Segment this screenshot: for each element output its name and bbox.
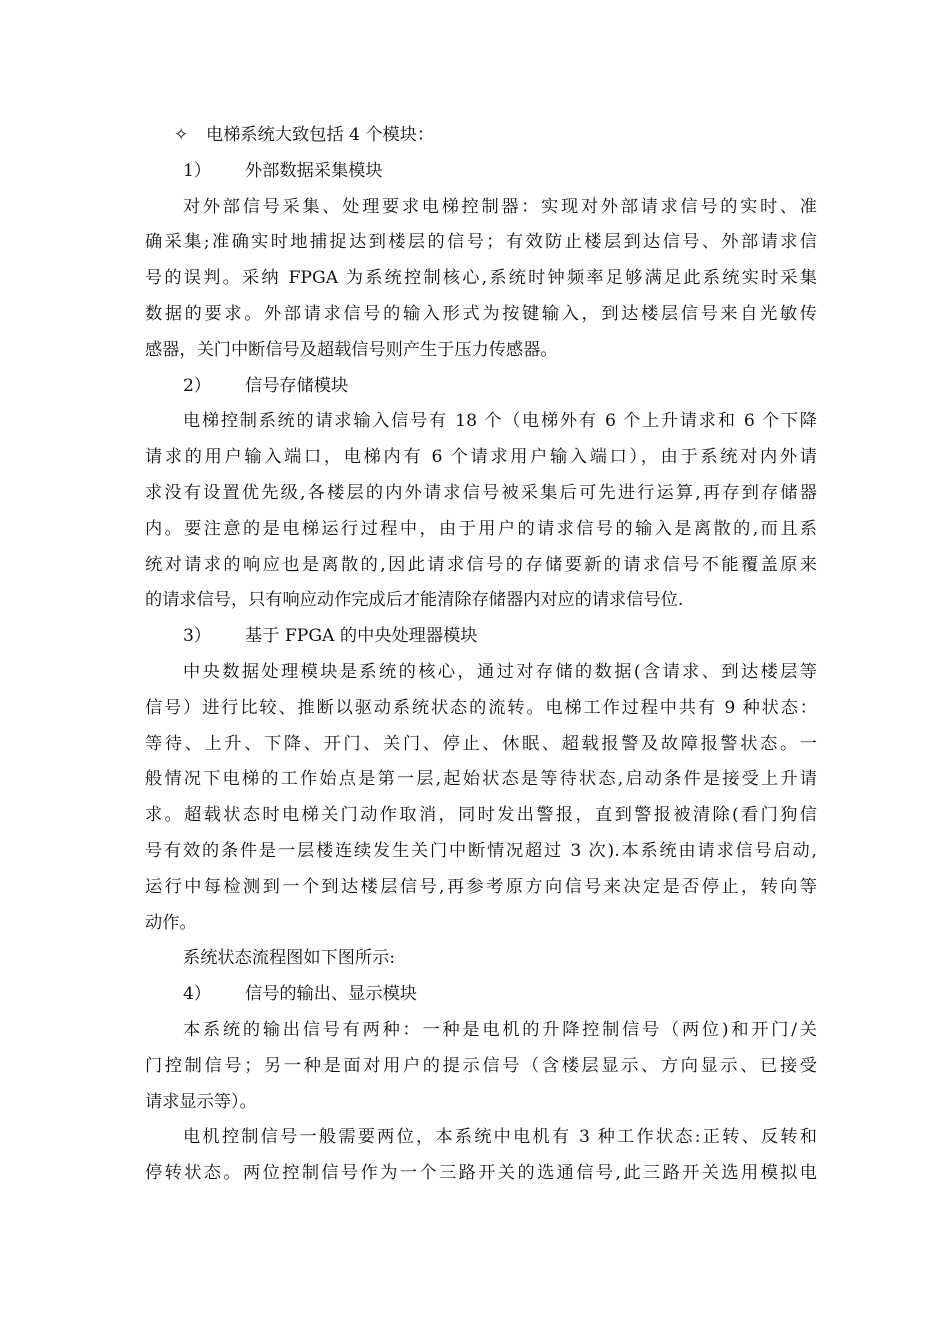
paragraph-line: 号的误判。采纳 FPGA 为系统控制核心,系统时钟频率足够满足此系统实时采集 <box>145 268 817 289</box>
paragraph-line: 本系统的输出信号有两种：一种是电机的升降控制信号（两位)和开门/关 <box>183 1019 817 1040</box>
paragraph-line: 请求的用户输入端口，电梯内有 6 个请求用户输入端口），由于系统对内外请 <box>145 447 817 468</box>
section-title: 基于 FPGA 的中央处理器模块 <box>245 626 478 647</box>
paragraph-line: 动作。 <box>145 912 197 933</box>
section-title: 信号的输出、显示模块 <box>245 984 417 1005</box>
paragraph-line: 号有效的条件是一层楼连续发生关门中断情况超过 3 次).本系统由请求信号启动, <box>145 840 817 861</box>
section-number: 2） <box>183 375 212 396</box>
bullet-text: 电梯系统大致包括 4 个模块： <box>206 125 435 145</box>
section-heading <box>145 154 817 190</box>
section-title: 外部数据采集模块 <box>245 160 383 181</box>
paragraph <box>145 1013 817 1120</box>
document-page <box>145 118 817 1192</box>
paragraph-line: 运行中每检测到一个到达楼层信号,再参考原方向信号来决定是否停止，转向等 <box>145 876 817 897</box>
paragraph <box>145 655 817 941</box>
paragraph-line: 般情况下电梯的工作始点是第一层,起始状态是等待状态,启动条件是接受上升请 <box>145 769 817 790</box>
paragraph <box>145 941 817 977</box>
paragraph-line: 感器，关门中断信号及超载信号则产生于压力传感器。 <box>145 339 558 360</box>
paragraph-line: 停转状态。两位控制信号作为一个三路开关的选通信号,此三路开关选用模拟电 <box>145 1163 817 1184</box>
paragraph-line: 系统状态流程图如下图所示: <box>183 948 396 969</box>
diamond-bullet-icon: ✧ <box>174 125 189 145</box>
paragraph <box>145 190 817 369</box>
paragraph-line: 等待、上升、下降、开门、关门、停止、休眠、超载报警及故障报警状态。一 <box>145 733 817 754</box>
paragraph-line: 电机控制信号一般需要两位，本系统中电机有 3 种工作状态:正转、反转和 <box>183 1127 817 1148</box>
paragraph-line: 信号）进行比较、推断以驱动系统状态的流转。电梯工作过程中共有 9 种状态： <box>145 697 817 718</box>
section-number: 1） <box>183 160 212 181</box>
paragraph-line: 的请求信号，只有响应动作完成后才能清除存储器内对应的请求信号位. <box>145 590 684 611</box>
paragraph-line: 电梯控制系统的请求输入信号有 18 个（电梯外有 6 个上升请求和 6 个下降 <box>183 411 817 432</box>
section-heading <box>145 369 817 405</box>
paragraph <box>145 404 817 619</box>
section-number: 4） <box>183 984 212 1005</box>
section-heading <box>145 977 817 1013</box>
paragraph-line: 数据的要求。外部请求信号的输入形式为按键输入，到达楼层信号来自光敏传 <box>145 303 817 324</box>
paragraph-line: 内。要注意的是电梯运行过程中，由于用户的请求信号的输入是离散的,而且系 <box>145 518 817 539</box>
section-title: 信号存储模块 <box>245 375 349 396</box>
bullet-item <box>145 118 817 154</box>
paragraph-line: 门控制信号；另一种是面对用户的提示信号（含楼层显示、方向显示、已接受 <box>145 1055 817 1076</box>
paragraph-line: 求。超载状态时电梯关门动作取消，同时发出警报，直到警报被清除(看门狗信 <box>145 805 817 826</box>
paragraph-line: 统对请求的响应也是离散的,因此请求信号的存储要新的请求信号不能覆盖原来 <box>145 554 817 575</box>
paragraph-line: 求没有设置优先级,各楼层的内外请求信号被采集后可先进行运算,再存到存储器 <box>145 482 817 503</box>
section-heading <box>145 619 817 655</box>
paragraph-line: 对外部信号采集、处理要求电梯控制器：实现对外部请求信号的实时、准 <box>183 196 817 217</box>
section-number: 3） <box>183 626 212 647</box>
paragraph-line: 中央数据处理模块是系统的核心，通过对存储的数据(含请求、到达楼层等 <box>183 661 817 682</box>
paragraph-line: 请求显示等）。 <box>145 1091 257 1112</box>
paragraph <box>145 1120 817 1192</box>
paragraph-line: 确采集;准确实时地捕捉达到楼层的信号；有效防止楼层到达信号、外部请求信 <box>145 232 817 253</box>
